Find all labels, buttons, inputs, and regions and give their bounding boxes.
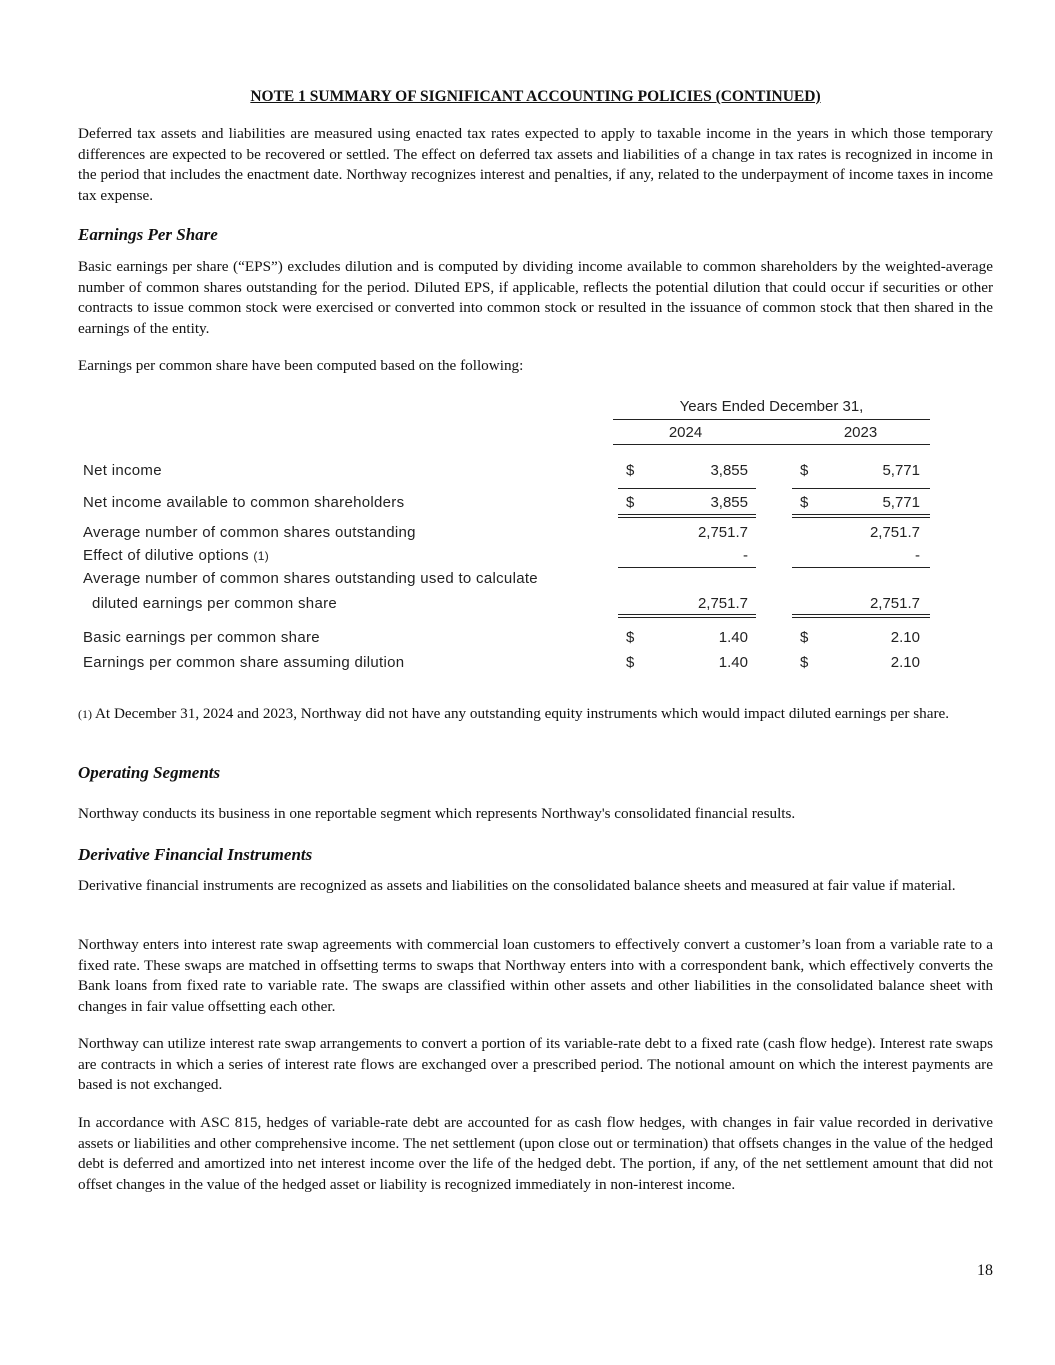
note-title: NOTE 1 SUMMARY OF SIGNIFICANT ACCOUNTING POLICIES (CONTINUED) bbox=[250, 88, 821, 105]
rule bbox=[618, 514, 756, 518]
avg-shares-label: Average number of common shares outstanding bbox=[83, 524, 416, 541]
net-income-label: Net income bbox=[83, 462, 162, 479]
footnote-mark: (1) bbox=[78, 707, 92, 721]
net-income-currency-2023: $ bbox=[800, 462, 809, 479]
eps-table-intro: Earnings per common share have been computed based on the following: bbox=[78, 357, 524, 374]
avg-diluted-label-line1: Average number of common shares outstanding used to calculate bbox=[83, 570, 538, 587]
dilutive-label-text: Effect of dilutive options bbox=[83, 547, 249, 564]
eps-heading: Earnings Per Share bbox=[78, 225, 218, 244]
net-income-available-2023: 5,771 bbox=[882, 494, 920, 511]
segments-paragraph: Northway conducts its business in one reportable segment which represents Northway's consolidated financial results. bbox=[78, 805, 796, 822]
rule bbox=[618, 567, 756, 568]
avg-diluted-2023: 2,751.7 bbox=[869, 595, 920, 612]
diluted-eps-currency-2023: $ bbox=[800, 654, 809, 671]
basic-eps-2024: 1.40 bbox=[718, 629, 748, 646]
net-income-currency-2024: $ bbox=[626, 462, 635, 479]
basic-eps-2023: 2.10 bbox=[890, 629, 920, 646]
page-number: 18 bbox=[977, 1262, 993, 1279]
net-income-available-currency-2024: $ bbox=[626, 494, 635, 511]
avg-diluted-2024: 2,751.7 bbox=[697, 595, 748, 612]
basic-eps-label: Basic earnings per common share bbox=[83, 629, 320, 646]
segments-heading: Operating Segments bbox=[78, 763, 221, 782]
derivatives-paragraph-3: Northway can utilize interest rate swap arrangements to convert a portion of its variable-rate debt to a fixed rate (cash flow hedge). Interest rate swaps are contracts in which a series of interest rate flows are exchanged over a prescribed period. The notional amount on which the interest payments are based is not exchanged. bbox=[78, 1035, 993, 1093]
dilutive-2023: - bbox=[915, 547, 920, 564]
year-header-rule bbox=[613, 444, 930, 445]
deferred-tax-paragraph: Deferred tax assets and liabilities are measured using enacted tax rates expected to apply to taxable income in the years in which those temporary differences are expected to be recovered or settled. The effect on deferred tax assets and liabilities of a change in tax rates is recognized in income in the period that includes the enactment date. Northway recognizes interest and penalties, if any, related to the underpayment of income taxes in income tax expense. bbox=[78, 125, 993, 204]
net-income-available-currency-2023: $ bbox=[800, 494, 809, 511]
net-income-available-2024: 3,855 bbox=[710, 494, 748, 511]
rule bbox=[618, 488, 756, 489]
diluted-eps-2024: 1.40 bbox=[718, 654, 748, 671]
net-income-2024: 3,855 bbox=[710, 462, 748, 479]
dilutive-label bbox=[83, 547, 269, 564]
rule bbox=[792, 488, 930, 489]
derivatives-paragraph-2: Northway enters into interest rate swap agreements with commercial loan customers to effectively convert a customer’s loan from a variable rate to a fixed rate. These swaps are matched in offsetting terms to swaps that Northway enters into with a correspondent bank, which effectively converts the Bank loans from fixed rate to variable rate. The swaps are classified within other assets and other liabilities in the consolidated balance sheet with changes in fair value offsetting each other. bbox=[78, 936, 993, 1015]
diluted-eps-currency-2024: $ bbox=[626, 654, 635, 671]
avg-shares-2023: 2,751.7 bbox=[869, 524, 920, 541]
diluted-eps-2023: 2.10 bbox=[890, 654, 920, 671]
year-2023-header: 2023 bbox=[843, 424, 878, 441]
header-rule bbox=[613, 419, 930, 420]
rule bbox=[792, 567, 930, 568]
derivatives-paragraph-1: Derivative financial instruments are recognized as assets and liabilities on the consolidated balance sheets and measured at fair value if material. bbox=[78, 877, 956, 894]
basic-eps-currency-2024: $ bbox=[626, 629, 635, 646]
rule bbox=[792, 614, 930, 618]
rule bbox=[792, 514, 930, 518]
diluted-eps-label: Earnings per common share assuming dilution bbox=[83, 654, 405, 671]
year-2024-header: 2024 bbox=[668, 424, 703, 441]
net-income-available-label: Net income available to common shareholders bbox=[83, 494, 405, 511]
derivatives-heading: Derivative Financial Instruments bbox=[78, 845, 313, 864]
avg-shares-2024: 2,751.7 bbox=[697, 524, 748, 541]
derivatives-paragraph-4: In accordance with ASC 815, hedges of variable-rate debt are accounted for as cash flow hedges, with changes in fair value recorded in derivative assets or liabilities and other comprehensive income. The net settlement (upon close out or termination) that offsets changes in the value of the hedged debt is deferred and amortized into net interest income over the life of the hedged debt. The portion, if any, of the net settlement amount that did not offset changes in the value of the hedged asset or liability is recognized immediately in non-interest income. bbox=[78, 1114, 993, 1193]
dilutive-footnote-mark: (1) bbox=[253, 549, 269, 563]
net-income-2023: 5,771 bbox=[882, 462, 920, 479]
dilutive-2024: - bbox=[743, 547, 748, 564]
period-header: Years Ended December 31, bbox=[679, 398, 864, 415]
avg-diluted-label-line2: diluted earnings per common share bbox=[92, 595, 338, 612]
basic-eps-currency-2023: $ bbox=[800, 629, 809, 646]
eps-paragraph: Basic earnings per share (“EPS”) excludes dilution and is computed by dividing income available to common shareholders by the weighted-average number of common shares outstanding for the period. Diluted EPS, if applicable, reflects the potential dilution that could occur if securities or other contracts to issue common stock were exercised or converted into common stock or resulted in the issuance of common stock that then shared in the earnings of the entity. bbox=[78, 258, 993, 337]
rule bbox=[618, 614, 756, 618]
eps-footnote bbox=[78, 704, 993, 725]
footnote-text: At December 31, 2024 and 2023, Northway did not have any outstanding equity instruments which would impact diluted earnings per share. bbox=[94, 705, 950, 722]
